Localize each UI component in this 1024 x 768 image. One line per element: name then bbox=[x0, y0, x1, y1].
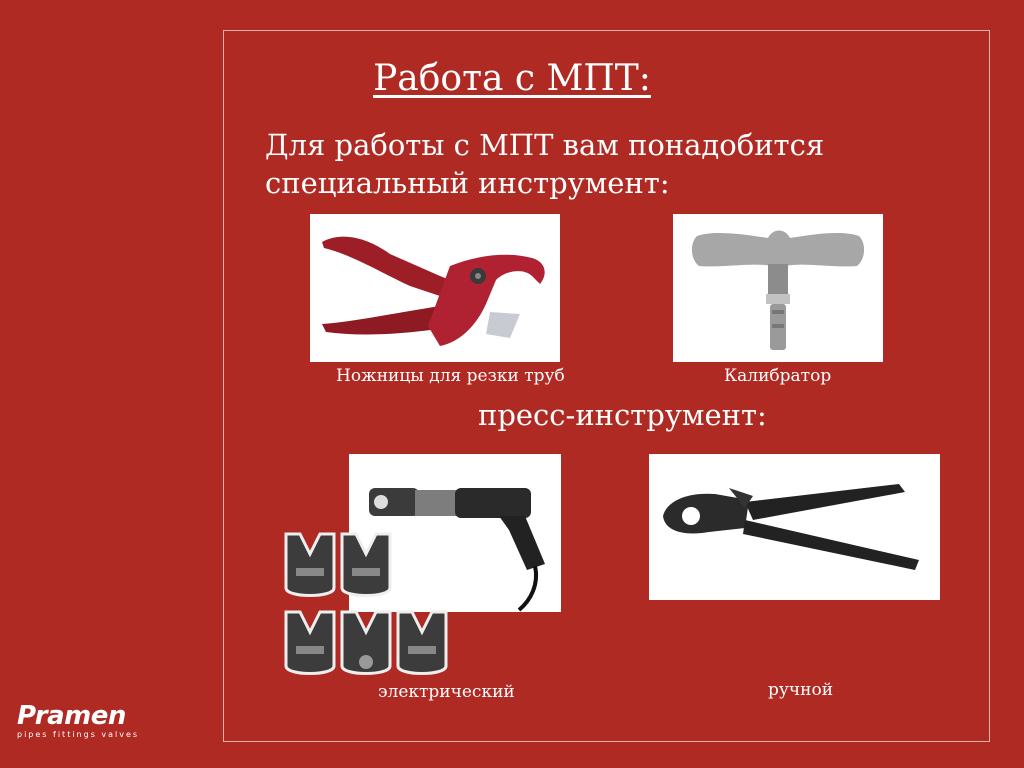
logo-wordmark: Pramen bbox=[17, 701, 126, 731]
electric-press-caption: электрический bbox=[378, 682, 515, 702]
pramen-logo bbox=[17, 702, 139, 740]
slide-title: Работа с МПТ: bbox=[373, 58, 651, 99]
logo-tagline: pipes fittings valves bbox=[17, 730, 140, 739]
calibrator-image bbox=[673, 214, 883, 362]
pipe-cutter-image bbox=[310, 214, 560, 362]
press-tool-heading: пресс-инструмент: bbox=[478, 398, 767, 432]
calibrator-caption: Калибратор bbox=[724, 366, 832, 386]
press-dies-image bbox=[278, 528, 454, 688]
intro-text: Для работы с МПТ вам понадобится специальный инструмент: bbox=[265, 128, 825, 200]
pipe-cutter-caption: Ножницы для резки труб bbox=[336, 366, 565, 386]
manual-press-image bbox=[649, 454, 940, 600]
manual-press-caption: ручной bbox=[768, 680, 834, 700]
